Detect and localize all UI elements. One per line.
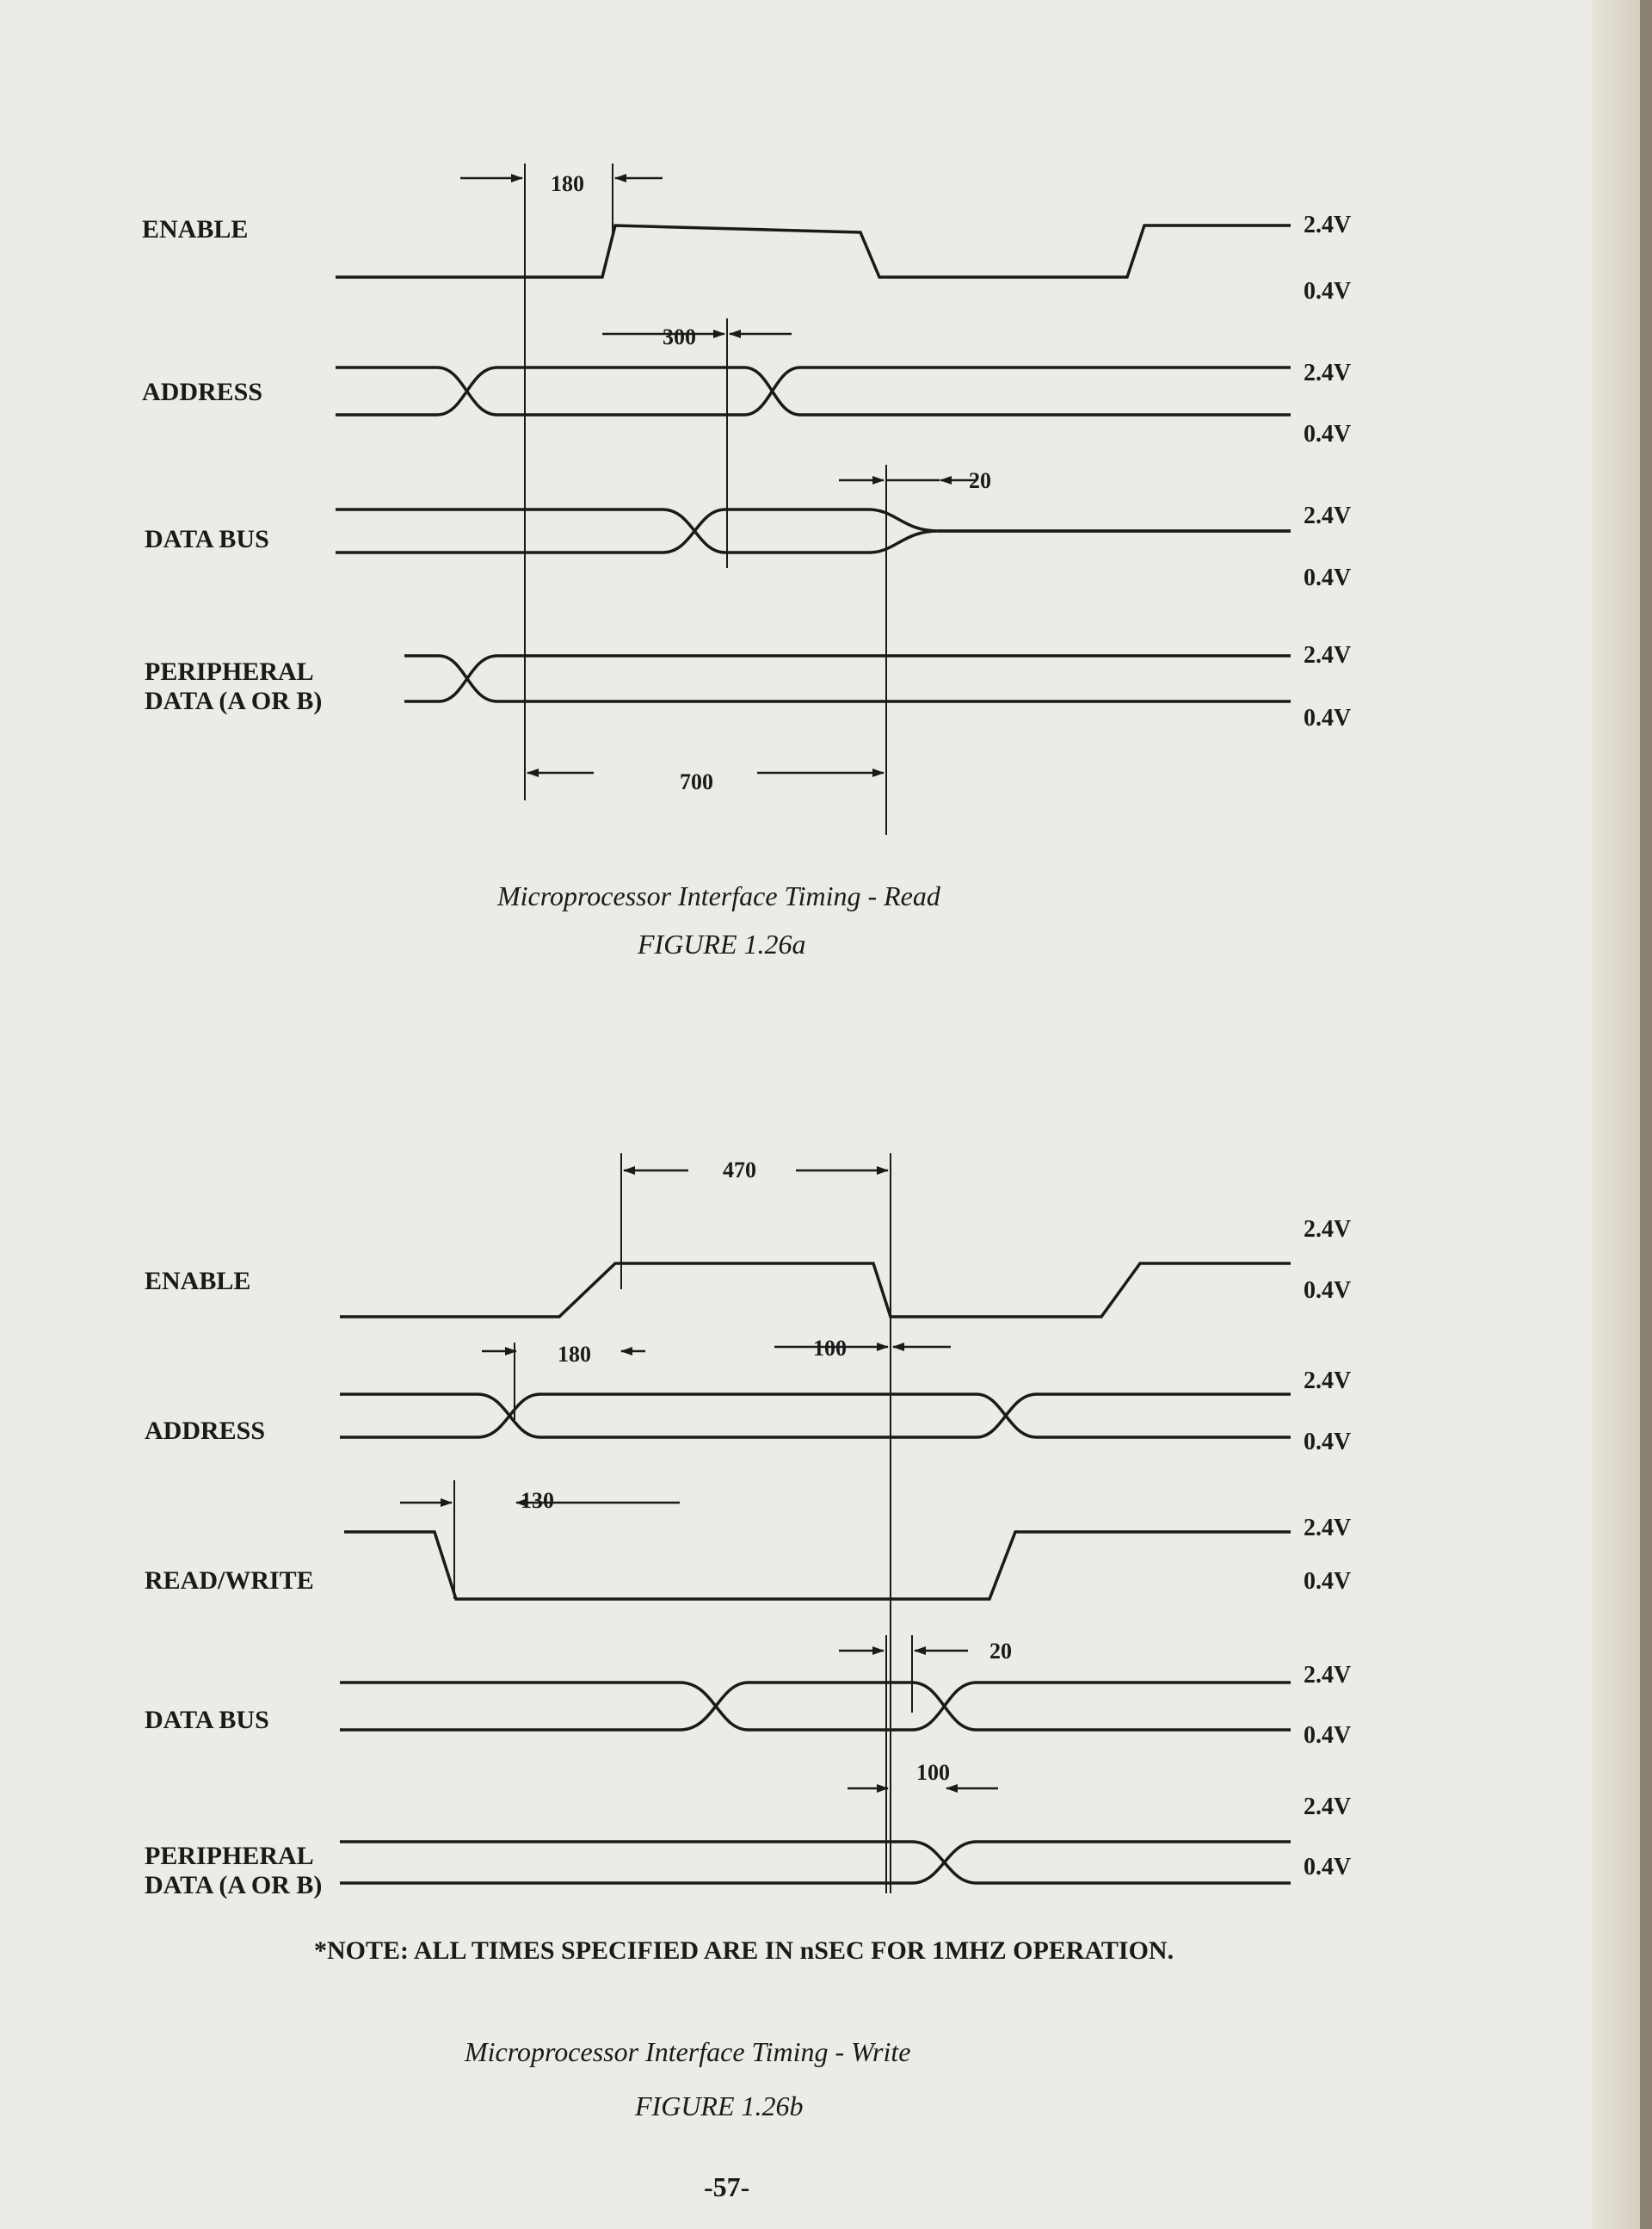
timing-note: *NOTE: ALL TIMES SPECIFIED ARE IN nSEC FOR 1MHZ OPERATION. <box>314 1936 1174 1965</box>
data-bus-label-a: DATA BUS <box>145 525 269 553</box>
figure-a-read-timing <box>142 164 1351 960</box>
address-label-b: ADDRESS <box>145 1417 266 1445</box>
enable-label-a: ENABLE <box>142 215 249 244</box>
page-number: -57- <box>704 2171 750 2202</box>
address-low-volt-b: 0.4V <box>1304 1429 1352 1455</box>
dim-180-label-a: 180 <box>551 171 584 196</box>
data-bus-waveform-b <box>340 1683 1291 1730</box>
data-bus-label-b: DATA BUS <box>145 1706 269 1734</box>
address-waveform-a <box>336 367 1291 415</box>
peripheral-label-b-line2: DATA (A OR B) <box>145 1871 323 1899</box>
dim-20-label-b: 20 <box>989 1639 1012 1664</box>
dim-180-label-b: 180 <box>558 1342 591 1367</box>
address-low-volt-a: 0.4V <box>1304 421 1352 448</box>
read-write-high-volt-b: 2.4V <box>1304 1515 1352 1541</box>
address-label-a: ADDRESS <box>142 378 263 406</box>
caption-b: Microprocessor Interface Timing - Write <box>465 2036 911 2067</box>
peripheral-label-a-line2: DATA (A OR B) <box>145 687 323 715</box>
caption-a: Microprocessor Interface Timing - Read <box>497 880 940 911</box>
enable-waveform-b <box>340 1263 1291 1317</box>
address-high-volt-a: 2.4V <box>1304 360 1352 386</box>
peripheral-label-b-line1: PERIPHERAL <box>145 1842 314 1870</box>
peripheral-high-volt-b: 2.4V <box>1304 1794 1352 1820</box>
enable-waveform-a <box>336 225 1291 277</box>
data-bus-high-volt-a: 2.4V <box>1304 503 1352 529</box>
dim-20-label-a: 20 <box>969 468 991 493</box>
peripheral-label-a-line1: PERIPHERAL <box>145 658 314 686</box>
figure-b-write-timing <box>145 1153 1351 2121</box>
enable-low-volt-a: 0.4V <box>1304 278 1352 305</box>
peripheral-low-volt-a: 0.4V <box>1304 705 1352 732</box>
dim-300-label-a: 300 <box>663 324 696 349</box>
read-write-low-volt-b: 0.4V <box>1304 1568 1352 1595</box>
peripheral-waveform-a <box>404 656 1291 701</box>
enable-high-volt-a: 2.4V <box>1304 212 1352 238</box>
read-write-label-b: READ/WRITE <box>145 1566 314 1595</box>
enable-high-volt-b: 2.4V <box>1304 1216 1352 1243</box>
data-bus-low-volt-a: 0.4V <box>1304 565 1352 591</box>
data-bus-low-volt-b: 0.4V <box>1304 1722 1352 1749</box>
peripheral-waveform-b <box>340 1842 1291 1883</box>
address-waveform-b <box>340 1394 1291 1437</box>
dim-130-label-b: 130 <box>521 1488 554 1513</box>
dim-700-label-a: 700 <box>680 769 713 794</box>
peripheral-low-volt-b: 0.4V <box>1304 1854 1352 1880</box>
enable-label-b: ENABLE <box>145 1267 251 1295</box>
dim-470-label-b: 470 <box>723 1158 756 1182</box>
dim-100-label-b: 100 <box>813 1336 847 1361</box>
enable-low-volt-b: 0.4V <box>1304 1277 1352 1304</box>
dim-100b-label-b: 100 <box>916 1760 950 1785</box>
peripheral-high-volt-a: 2.4V <box>1304 642 1352 669</box>
figure-number-a: FIGURE 1.26a <box>638 929 806 960</box>
address-high-volt-b: 2.4V <box>1304 1368 1352 1394</box>
figure-number-b: FIGURE 1.26b <box>635 2090 804 2121</box>
read-write-waveform-b <box>344 1532 1291 1599</box>
data-bus-high-volt-b: 2.4V <box>1304 1662 1352 1689</box>
